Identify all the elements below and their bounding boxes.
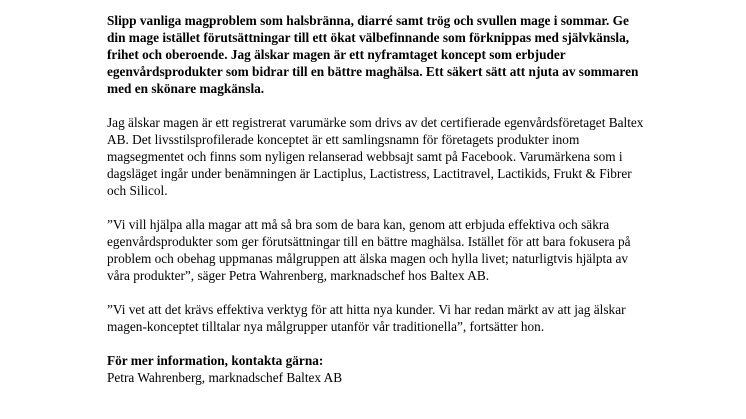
- lead-paragraph: Slipp vanliga magproblem som halsbränna, diarré samt trög och svullen mage i sommar. Ge din mage istället förutsättningar till ett ökat välbefinnande som förknippas med självkänsla, frihet och oberoende. Jag älskar magen är ett nyframtaget koncept som erbjuder egenvårdsprodukter som bidrar till en bättre maghälsa. Ett säkert sätt att njuta av sommaren med en skönare magkänsla.: [107, 13, 639, 96]
- contact-block: [107, 352, 647, 386]
- body-paragraph-quote-1: ”Vi vill hjälpa alla magar att må så bra som de bara kan, genom att erbjuda effektiva och säkra egenvårdsprodukter som ger förutsättningar till en bättre maghälsa. Istället för att bara fokusera på problem och obehag uppmanas målgruppen att älska magen och hylla livet; naturligtvis hjälpta av våra produkter”, säger Petra Wahrenberg, marknadschef hos Baltex AB.: [107, 217, 631, 283]
- contact-heading: För mer information, kontakta gärna:: [107, 353, 324, 368]
- body-paragraph-brand: Jag älskar magen är ett registrerat varumärke som drivs av det certifierade egenvårdsföretaget Baltex AB. Det livsstilsprofilerade konceptet är ett samlingsnamn för företagets produkter inom magsegmentet och finns som nyligen relanserad webbsajt samt på Facebook. Varumärkena som i dagsläget ingår under benämningen är Lactiplus, Lactistress, Lactitravel, Lactikids, Frukt & Fibrer och Silicol.: [107, 115, 644, 198]
- contact-person: Petra Wahrenberg, marknadschef Baltex AB: [107, 370, 343, 385]
- body-paragraph-quote-2: ”Vi vet att det krävs effektiva verktyg för att hitta nya kunder. Vi har redan märkt av att jag älskar magen-konceptet tilltalar nya målgrupper utanför vår traditionella”, fortsätter hon.: [107, 302, 626, 334]
- document-body: [107, 12, 647, 386]
